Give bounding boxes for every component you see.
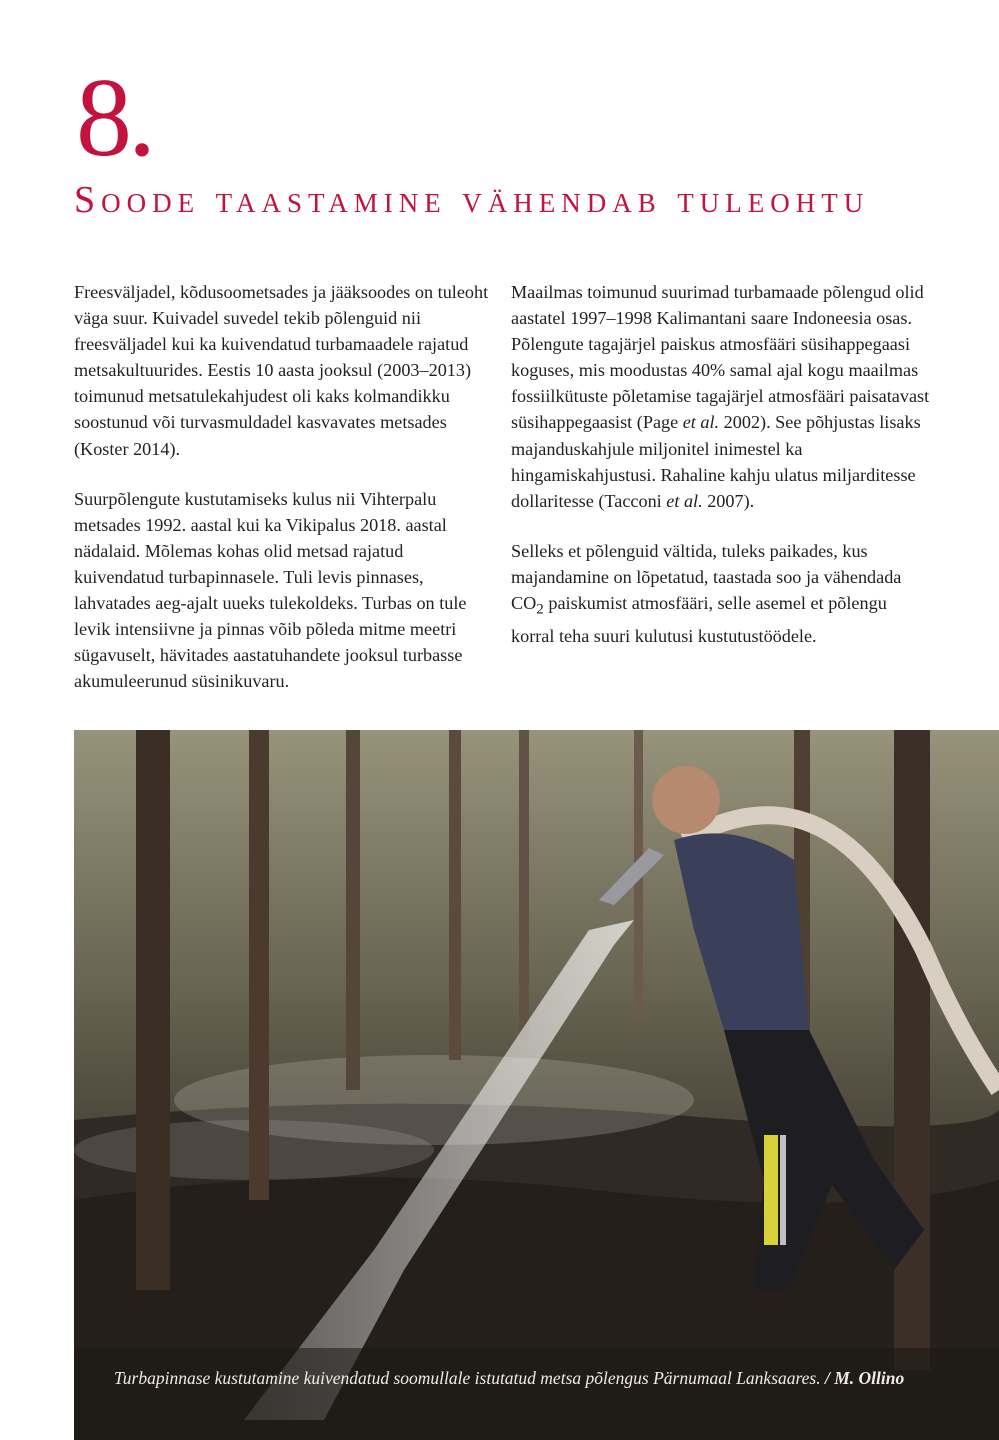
photo-caption <box>74 1348 999 1440</box>
photo-credit: / M. Ollino <box>825 1368 905 1388</box>
text-column-right <box>511 279 931 673</box>
paragraph: Maailmas toimunud suurimad turbamaade põlengud olid aastatel 1997–1998 Kalimantani saare Indoneesia osas. Põlengute tagajärjel paiskus atmosfääri süsihappegaasi koguses, mis moodustas 40% samal ajal kogu maailmas fossiilkütuste põletamise tagajärjel atmosfääri paisatavast süsihappegaasist (Page et al. 2002). See põhjustas lisaks majanduskahjule miljonitel inimestel ka hingamiskahjustusi. Rahaline kahju ulatus miljarditesse dollaritesse (Tacconi et al. 2007). <box>511 282 930 511</box>
forest-fire-illustration <box>74 730 999 1440</box>
paragraph: Freesväljadel, kõdusoometsades ja jääksoodes on tuleoht väga suur. Kuivadel suvedel tekib põlenguid nii freesväljadel kui ka kuivendatud turbamaadele rajatud metsakultuurides. Eestis 10 aasta jooksul (2003–2013) toimunud metsatulekahjudest oli kaks kolmandikku soostunud või turvasmuldadel kasvavates metsades (Koster 2014). <box>74 282 489 459</box>
text-column-left <box>74 279 494 718</box>
chapter-title: Soode taastamine vähendab tuleohtu <box>74 179 870 221</box>
firefighter-photo <box>74 730 999 1440</box>
paragraph: Selleks et põlenguid vältida, tuleks paikades, kus majandamine on lõpetatud, taastada soo ja vähendada $CO_2$ paiskumist atmosfääri, selle asemel et põlengu korral teha suuri kulutusi kustutustöödele. <box>511 540 902 646</box>
caption-text: Turbapinnase kustutamine kuivendatud soomullale istutatud metsa põlengus Pärnumaal Lanksaares. <box>114 1368 821 1388</box>
chapter-number: 8. <box>76 56 152 180</box>
paragraph: Suurpõlengute kustutamiseks kulus nii Vihterpalu metsades 1992. aastal kui ka Vikipalus 2018. aastal nädalaid. Mõlemas kohas olid metsad rajatud kuivendatud turbapinnasele. Tuli levis pinnases, lahvatades aeg-ajalt uueks tulekoldeks. Turbas on tule levik intensiivne ja pinnas võib põleda mitme meetri sügavuselt, hävitades aastatuhandete jooksul turbasse akumuleerunud süsinikuvaru. <box>74 488 467 692</box>
